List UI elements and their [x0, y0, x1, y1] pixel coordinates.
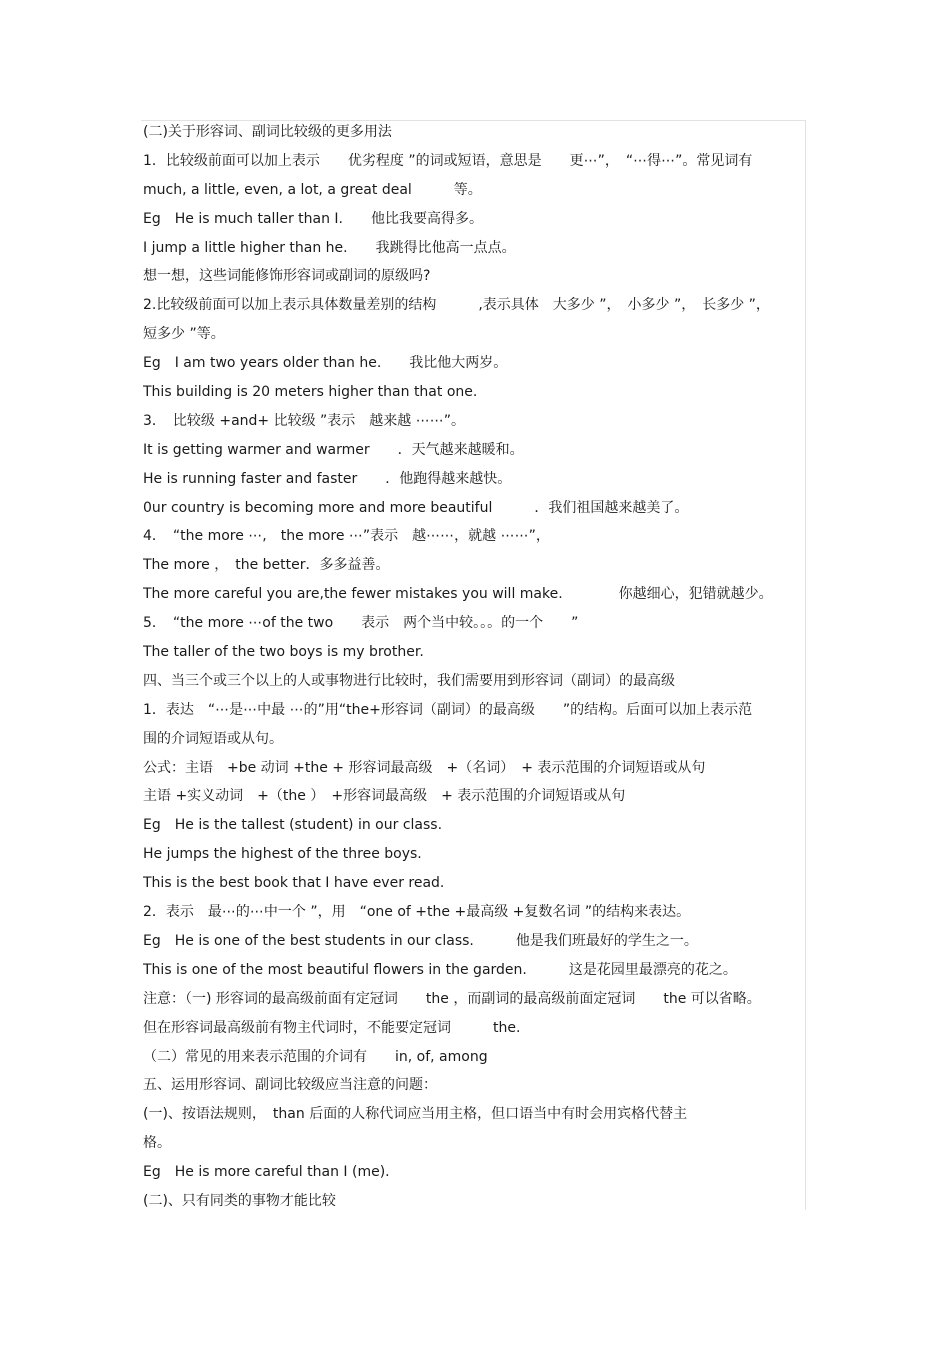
text-line: 1．比较级前面可以加上表示 优劣程度 ”的词或短语，意思是 更⋯”， “⋯得⋯”。常见词有: [143, 152, 753, 169]
text-line: 2.比较级前面可以加上表示具体数量差别的结构 ,表示具体 大多少 ”， 小多少 ”， 长多少 ”，: [143, 297, 770, 314]
text-line: 1．表达 “⋯是⋯中最 ⋯的”用“the+形容词（副词）的最高级 ”的结构。后面可以加上表示范: [143, 701, 753, 718]
text-line: 3． 比较级 +and+ 比较级 ”表示 越来越 ⋯⋯”。: [143, 412, 466, 429]
example-line: I jump a little higher than he. 我跳得比他高一点点。: [143, 239, 516, 256]
example-line: 0ur country is becoming more and more beautiful ．我们祖国越来越美了。: [143, 499, 689, 516]
example-line: The more careful you are,the fewer mistakes you will make. 你越细心，犯错就越少。: [143, 586, 773, 603]
text-line: 格。: [143, 1135, 171, 1152]
note-line: 但在形容词最高级前有物主代词时，不能要定冠词 the.: [143, 1019, 521, 1036]
example-line: It is getting warmer and warmer ．天气越来越暖和。: [143, 441, 524, 458]
example-line: Eg He is much taller than I. 他比我要高得多。: [143, 210, 483, 227]
example-line: He jumps the highest of the three boys.: [143, 846, 422, 863]
text-line: 2．表示 最⋯的⋯中一个 ”，用 “one of +the +最高级 +复数名词 ”的结构来表达。: [143, 904, 691, 921]
text-line: much, a little, even, a lot, a great deal 等。: [143, 181, 482, 198]
note-line: 注意：（一) 形容词的最高级前面有定冠词 the ，而副词的最高级前面定冠词 the 可以省略。: [143, 990, 761, 1007]
example-line: This building is 20 meters higher than that one.: [143, 384, 478, 401]
example-line: He is running faster and faster ．他跑得越来越快。: [143, 470, 512, 487]
text-line: 围的介词短语或从句。: [143, 730, 283, 747]
formula-line: 主语 +实义动词 +（the ） +形容词最高级 + 表示范围的介词短语或从句: [143, 788, 626, 805]
text-line: 5． “the more ⋯of the two 表示 两个当中较。。。的一个 ”: [143, 615, 579, 632]
example-line: Eg I am two years older than he. 我比他大两岁。: [143, 355, 508, 372]
text-line: (二)、只有同类的事物才能比较: [143, 1192, 336, 1209]
text-line: 4． “the more ⋯, the more ⋯”表示 越⋯⋯，就越 ⋯⋯”，: [143, 528, 550, 545]
formula-line: 公式：主语 +be 动词 +the + 形容词最高级 +（名词） + 表示范围的介词短语或从句: [143, 759, 706, 776]
example-line: Eg He is more careful than I (me).: [143, 1164, 390, 1181]
example-line: This is one of the most beautiful flowers in the garden. 这是花园里最漂亮的花之。: [143, 961, 737, 978]
example-line: Eg He is one of the best students in our class. 他是我们班最好的学生之一。: [143, 932, 698, 949]
text-line: (一)、按语法规则， than 后面的人称代词应当用主格，但口语当中有时会用宾格代替主: [143, 1106, 688, 1123]
example-line: The taller of the two boys is my brother.: [143, 644, 424, 661]
text-line: 想一想，这些词能修饰形容词或副词的原级吗?: [143, 268, 431, 285]
document-body: [143, 118, 803, 1216]
section-heading: (二)关于形容词、副词比较级的更多用法: [143, 124, 392, 140]
example-line: Eg He is the tallest (student) in our class.: [143, 817, 443, 834]
section-heading: 四、当三个或三个以上的人或事物进行比较时，我们需要用到形容词（副词）的最高级: [143, 672, 675, 689]
section-heading: 五、运用形容词、副词比较级应当注意的问题：: [143, 1077, 437, 1094]
text-line: 短多少 ”等。: [143, 326, 225, 343]
example-line: The more ， the better．多多益善。: [143, 557, 390, 574]
note-line: （二）常见的用来表示范围的介词有 in, of, among: [143, 1048, 488, 1065]
example-line: This is the best book that I have ever read.: [143, 875, 445, 892]
